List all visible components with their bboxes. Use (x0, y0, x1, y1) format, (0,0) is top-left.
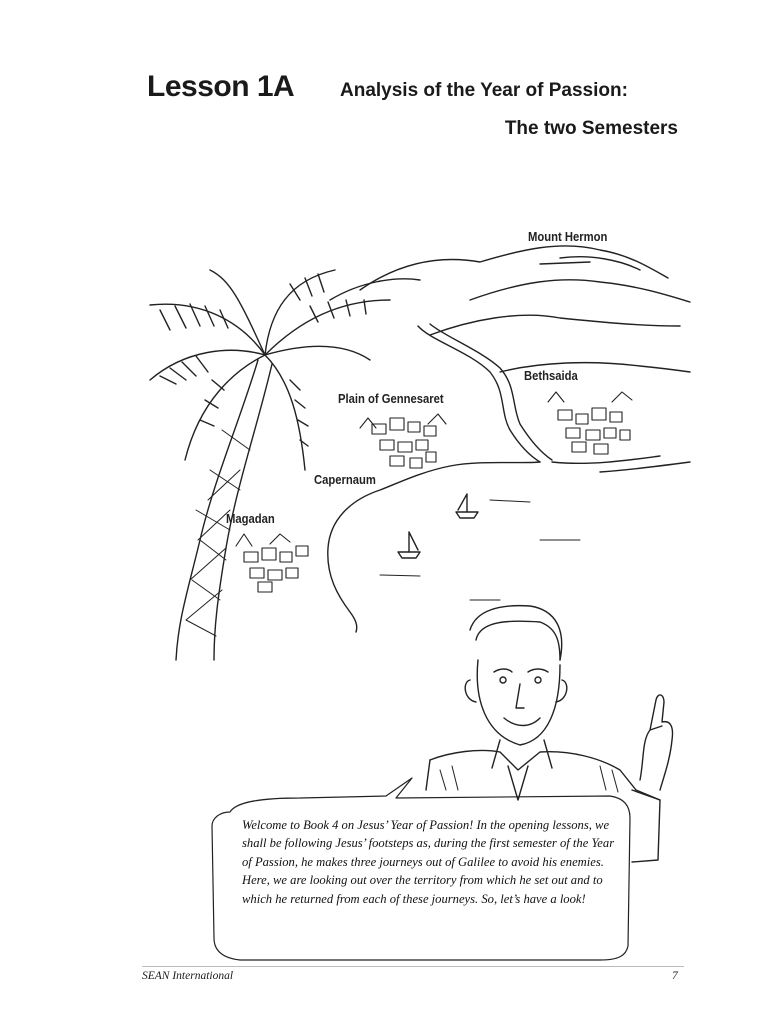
speech-bubble-text: Welcome to Book 4 on Jesus’ Year of Passion! In the opening lessons, we shall be following Jesus’ footsteps as, during the first semester of the Year of Passion, he makes three journeys out of Galilee to avoid his enemies. Here, we are looking out over the territory from which he set out and to which he returned from each of these journeys. So, let’s have a look! (242, 818, 615, 906)
label-capernaum: Capernaum (314, 473, 376, 487)
village-gennesaret (360, 414, 446, 468)
lesson-number: Lesson 1A (147, 70, 295, 103)
boat-drawing-2 (398, 532, 420, 558)
page-number: 7 (672, 970, 678, 982)
boat-drawing-1 (456, 494, 478, 518)
palm-tree-drawing (150, 270, 390, 660)
page-title: Analysis of the Year of Passion: (340, 80, 628, 101)
label-bethsaida: Bethsaida (524, 369, 578, 383)
village-bethsaida (548, 392, 632, 454)
footer-publisher: SEAN International (142, 970, 234, 982)
mountains-drawing (330, 246, 690, 372)
label-plain-of-gennesaret: Plain of Gennesaret (338, 392, 444, 406)
label-magadan: Magadan (226, 512, 275, 526)
footer-divider (142, 966, 684, 967)
page-subtitle: The two Semesters (504, 118, 678, 139)
village-magadan (236, 534, 308, 592)
label-mount-hermon: Mount Hermon (528, 230, 608, 244)
